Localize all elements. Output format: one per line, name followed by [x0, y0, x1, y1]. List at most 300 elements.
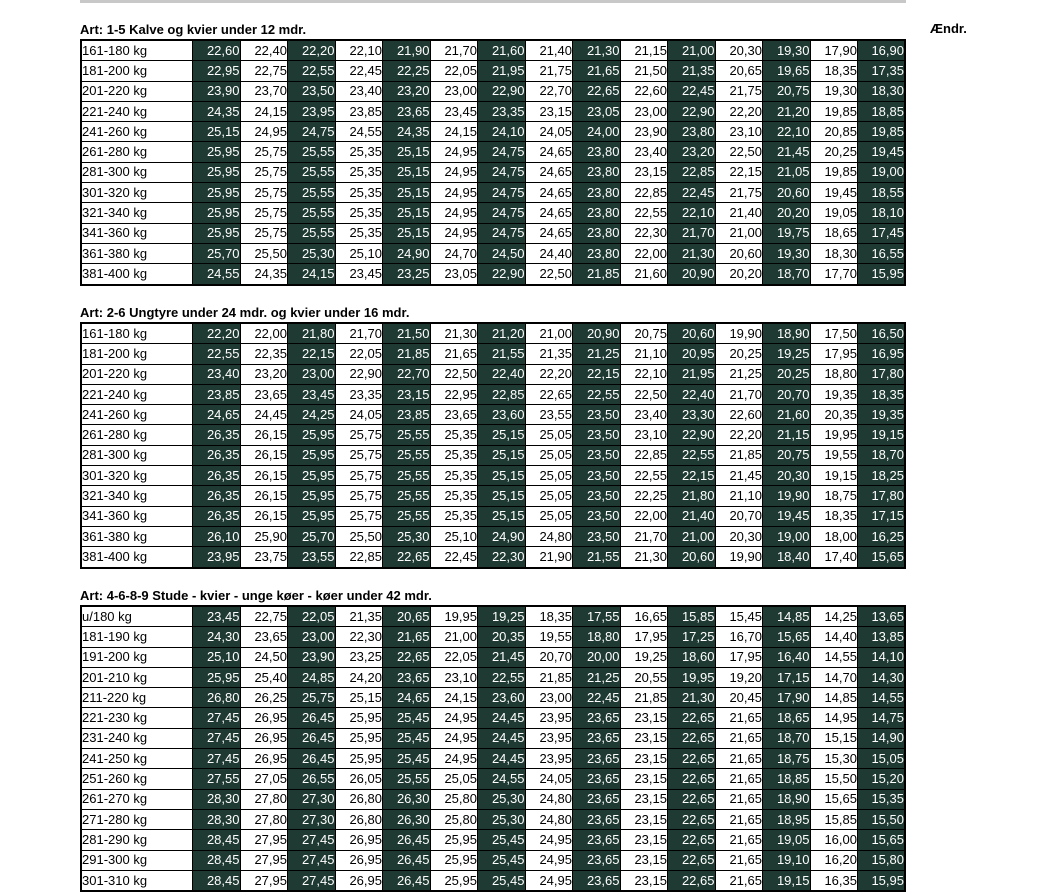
price-cell: 25,35: [430, 466, 478, 486]
price-cell: 22,05: [430, 61, 478, 81]
price-cell: 21,25: [573, 667, 621, 687]
table-row: [81, 323, 905, 344]
price-cell: 23,00: [288, 364, 336, 384]
price-cell: 18,35: [858, 384, 906, 404]
price-cell: 26,35: [193, 445, 241, 465]
table-row: [81, 223, 905, 243]
table-row: [81, 870, 905, 891]
price-cell: 21,65: [715, 809, 763, 829]
price-cell: 14,25: [810, 606, 858, 627]
weight-class-cell: 201-210 kg: [81, 667, 193, 687]
price-cell: 25,95: [193, 142, 241, 162]
price-cell: 24,75: [478, 162, 526, 182]
price-cell: 22,30: [335, 627, 383, 647]
weight-class-cell: 321-340 kg: [81, 486, 193, 506]
price-cell: 19,45: [858, 142, 906, 162]
price-cell: 23,15: [620, 162, 668, 182]
weight-class-cell: u/180 kg: [81, 606, 193, 627]
price-cell: 23,15: [620, 830, 668, 850]
price-cell: 25,75: [335, 506, 383, 526]
price-cell: 25,95: [335, 708, 383, 728]
price-cell: 25,15: [383, 162, 431, 182]
price-cell: 22,90: [335, 364, 383, 384]
price-cell: 15,35: [858, 789, 906, 809]
weight-class-cell: 301-320 kg: [81, 183, 193, 203]
price-cell: 26,15: [240, 445, 288, 465]
price-cell: 22,60: [193, 40, 241, 61]
price-cell: 24,80: [525, 809, 573, 829]
change-column-header: Ændr.: [930, 21, 967, 36]
price-cell: 25,15: [383, 223, 431, 243]
price-cell: 16,35: [810, 870, 858, 891]
price-cell: 23,90: [620, 122, 668, 142]
price-cell: 24,40: [525, 243, 573, 263]
price-cell: 20,70: [715, 506, 763, 526]
price-cell: 19,00: [763, 526, 811, 546]
price-cell: 21,40: [525, 40, 573, 61]
price-cell: 23,35: [478, 101, 526, 121]
price-cell: 22,35: [240, 344, 288, 364]
price-cell: 21,00: [525, 323, 573, 344]
table-row: [81, 142, 905, 162]
price-cell: 25,95: [288, 466, 336, 486]
price-cell: 23,65: [383, 101, 431, 121]
table-row: [81, 547, 905, 568]
weight-class-cell: 301-320 kg: [81, 466, 193, 486]
price-cell: 25,15: [335, 688, 383, 708]
table-row: [81, 850, 905, 870]
price-cell: 22,95: [193, 61, 241, 81]
price-cell: 23,65: [573, 850, 621, 870]
price-cell: 18,65: [763, 708, 811, 728]
price-cell: 25,55: [383, 445, 431, 465]
table-row: [81, 40, 905, 61]
price-cell: 23,65: [383, 667, 431, 687]
price-cell: 26,35: [193, 425, 241, 445]
table-row: [81, 789, 905, 809]
table-row: [81, 364, 905, 384]
price-cell: 18,35: [810, 506, 858, 526]
price-cell: 20,65: [383, 606, 431, 627]
price-cell: 23,95: [525, 728, 573, 748]
table-row: [81, 344, 905, 364]
price-cell: 21,65: [715, 728, 763, 748]
price-cell: 19,35: [810, 384, 858, 404]
price-cell: 19,10: [763, 850, 811, 870]
price-cell: 21,70: [430, 40, 478, 61]
price-cell: 26,15: [240, 486, 288, 506]
price-cell: 22,45: [668, 81, 716, 101]
price-cell: 24,15: [288, 264, 336, 285]
price-cell: 25,95: [430, 870, 478, 891]
price-cell: 19,30: [763, 243, 811, 263]
price-cell: 14,55: [810, 647, 858, 667]
price-cell: 22,00: [240, 323, 288, 344]
weight-class-cell: 221-240 kg: [81, 384, 193, 404]
price-cell: 22,85: [620, 183, 668, 203]
weight-class-cell: 221-230 kg: [81, 708, 193, 728]
weight-class-cell: 321-340 kg: [81, 203, 193, 223]
price-cell: 20,75: [763, 81, 811, 101]
price-cell: 25,55: [383, 486, 431, 506]
price-cell: 22,55: [288, 61, 336, 81]
price-cell: 22,90: [478, 264, 526, 285]
price-cell: 22,95: [430, 384, 478, 404]
price-cell: 25,95: [288, 486, 336, 506]
price-cell: 21,30: [573, 40, 621, 61]
price-cell: 21,60: [478, 40, 526, 61]
price-cell: 15,65: [858, 830, 906, 850]
price-cell: 20,90: [668, 264, 716, 285]
section-title: Art: 2-6 Ungtyre under 24 mdr. og kvier under 16 mdr.: [80, 305, 410, 320]
price-cell: 22,65: [383, 547, 431, 568]
price-cell: 13,85: [858, 627, 906, 647]
price-cell: 19,20: [715, 667, 763, 687]
price-cell: 25,75: [240, 183, 288, 203]
price-cell: 19,90: [715, 323, 763, 344]
price-cell: 17,15: [858, 506, 906, 526]
price-cell: 21,15: [620, 40, 668, 61]
price-cell: 22,00: [620, 243, 668, 263]
price-cell: 20,95: [668, 344, 716, 364]
price-cell: 16,65: [620, 606, 668, 627]
price-cell: 25,75: [335, 486, 383, 506]
price-cell: 24,75: [478, 142, 526, 162]
price-cell: 28,30: [193, 809, 241, 829]
price-cell: 25,70: [193, 243, 241, 263]
price-cell: 20,35: [810, 405, 858, 425]
price-table: [80, 605, 906, 892]
price-cell: 23,90: [193, 81, 241, 101]
price-cell: 26,10: [193, 526, 241, 546]
price-cell: 23,05: [573, 101, 621, 121]
price-cell: 17,90: [810, 40, 858, 61]
price-cell: 20,30: [715, 526, 763, 546]
price-cell: 25,35: [430, 506, 478, 526]
price-cell: 18,75: [763, 749, 811, 769]
price-cell: 22,85: [620, 445, 668, 465]
price-cell: 24,70: [430, 243, 478, 263]
price-cell: 21,95: [668, 364, 716, 384]
price-cell: 23,15: [620, 870, 668, 891]
price-cell: 24,90: [383, 243, 431, 263]
weight-class-cell: 271-280 kg: [81, 809, 193, 829]
price-cell: 22,65: [668, 830, 716, 850]
price-cell: 20,00: [573, 647, 621, 667]
price-cell: 14,95: [810, 708, 858, 728]
table-row: [81, 122, 905, 142]
price-cell: 26,15: [240, 425, 288, 445]
price-cell: 23,45: [193, 606, 241, 627]
price-cell: 22,65: [668, 870, 716, 891]
price-cell: 15,50: [858, 809, 906, 829]
price-cell: 20,30: [763, 466, 811, 486]
weight-class-cell: 281-290 kg: [81, 830, 193, 850]
price-cell: 16,00: [810, 830, 858, 850]
price-cell: 22,40: [240, 40, 288, 61]
price-cell: 25,45: [478, 870, 526, 891]
price-table: [80, 322, 906, 569]
price-section-calves: [80, 22, 906, 286]
price-cell: 22,05: [288, 606, 336, 627]
price-cell: 21,70: [620, 526, 668, 546]
price-cell: 23,80: [573, 223, 621, 243]
price-cell: 24,85: [288, 667, 336, 687]
price-cell: 24,05: [335, 405, 383, 425]
price-cell: 17,95: [810, 344, 858, 364]
price-cell: 23,50: [573, 486, 621, 506]
table-row: [81, 445, 905, 465]
price-cell: 24,95: [430, 223, 478, 243]
price-cell: 25,75: [335, 466, 383, 486]
weight-class-cell: 341-360 kg: [81, 223, 193, 243]
price-cell: 25,55: [383, 769, 431, 789]
price-cell: 24,95: [430, 728, 478, 748]
price-cell: 23,95: [525, 749, 573, 769]
weight-class-cell: 191-200 kg: [81, 647, 193, 667]
price-cell: 23,85: [383, 405, 431, 425]
price-cell: 23,20: [240, 364, 288, 384]
price-cell: 17,95: [620, 627, 668, 647]
price-cell: 23,50: [573, 466, 621, 486]
table-row: [81, 708, 905, 728]
price-cell: 22,10: [620, 364, 668, 384]
price-cell: 21,65: [715, 769, 763, 789]
price-cell: 25,15: [383, 142, 431, 162]
table-row: [81, 101, 905, 121]
price-cell: 23,65: [573, 789, 621, 809]
price-cell: 24,65: [525, 203, 573, 223]
table-row: [81, 688, 905, 708]
price-cell: 23,20: [383, 81, 431, 101]
price-cell: 25,30: [478, 809, 526, 829]
price-cell: 15,20: [858, 769, 906, 789]
weight-class-cell: 211-220 kg: [81, 688, 193, 708]
price-cell: 25,75: [240, 223, 288, 243]
price-cell: 24,65: [525, 183, 573, 203]
price-cell: 22,65: [668, 809, 716, 829]
price-cell: 14,10: [858, 647, 906, 667]
price-cell: 25,10: [430, 526, 478, 546]
price-cell: 23,80: [573, 142, 621, 162]
price-cell: 25,55: [383, 506, 431, 526]
price-cell: 22,55: [668, 445, 716, 465]
price-cell: 17,55: [573, 606, 621, 627]
price-cell: 23,65: [240, 627, 288, 647]
price-cell: 24,10: [478, 122, 526, 142]
price-cell: 18,00: [810, 526, 858, 546]
price-cell: 25,35: [430, 445, 478, 465]
price-cell: 22,05: [335, 344, 383, 364]
price-cell: 17,70: [810, 264, 858, 285]
price-cell: 24,65: [193, 405, 241, 425]
price-cell: 23,05: [430, 264, 478, 285]
price-cell: 23,55: [525, 405, 573, 425]
table-row: [81, 384, 905, 404]
price-cell: 23,25: [383, 264, 431, 285]
price-cell: 21,70: [668, 223, 716, 243]
price-cell: 26,45: [383, 830, 431, 850]
price-cell: 22,10: [763, 122, 811, 142]
price-cell: 18,35: [810, 61, 858, 81]
price-cell: 14,85: [810, 688, 858, 708]
price-cell: 28,45: [193, 850, 241, 870]
price-cell: 16,90: [858, 40, 906, 61]
price-cell: 23,15: [620, 809, 668, 829]
price-cell: 24,95: [430, 749, 478, 769]
price-cell: 21,10: [620, 344, 668, 364]
price-cell: 27,30: [288, 809, 336, 829]
price-cell: 19,85: [858, 122, 906, 142]
weight-class-cell: 221-240 kg: [81, 101, 193, 121]
price-cell: 25,70: [288, 526, 336, 546]
price-cell: 21,65: [715, 830, 763, 850]
price-cell: 22,00: [620, 506, 668, 526]
price-cell: 19,85: [810, 162, 858, 182]
price-cell: 21,65: [715, 789, 763, 809]
price-cell: 22,15: [573, 364, 621, 384]
price-cell: 23,40: [193, 364, 241, 384]
price-cell: 21,50: [383, 323, 431, 344]
price-cell: 16,50: [858, 323, 906, 344]
price-cell: 16,20: [810, 850, 858, 870]
price-cell: 25,35: [335, 142, 383, 162]
price-cell: 25,35: [335, 162, 383, 182]
table-row: [81, 606, 905, 627]
price-cell: 19,00: [858, 162, 906, 182]
price-cell: 23,25: [335, 647, 383, 667]
price-cell: 21,25: [573, 344, 621, 364]
price-cell: 24,45: [478, 728, 526, 748]
weight-class-cell: 361-380 kg: [81, 243, 193, 263]
price-cell: 22,05: [430, 647, 478, 667]
weight-class-cell: 341-360 kg: [81, 506, 193, 526]
price-cell: 23,50: [573, 526, 621, 546]
weight-class-cell: 301-310 kg: [81, 870, 193, 891]
table-row: [81, 647, 905, 667]
price-cell: 21,75: [525, 61, 573, 81]
price-cell: 23,00: [430, 81, 478, 101]
weight-class-cell: 361-380 kg: [81, 526, 193, 546]
price-cell: 15,95: [858, 264, 906, 285]
weight-class-cell: 241-260 kg: [81, 122, 193, 142]
price-cell: 22,55: [478, 667, 526, 687]
price-cell: 24,65: [383, 688, 431, 708]
price-cell: 23,80: [573, 203, 621, 223]
price-cell: 21,85: [525, 667, 573, 687]
price-cell: 20,20: [715, 264, 763, 285]
price-cell: 25,75: [240, 203, 288, 223]
price-cell: 27,80: [240, 789, 288, 809]
weight-class-cell: 181-200 kg: [81, 61, 193, 81]
price-cell: 14,30: [858, 667, 906, 687]
price-cell: 22,10: [668, 203, 716, 223]
price-cell: 18,95: [763, 809, 811, 829]
price-cell: 26,95: [335, 830, 383, 850]
price-cell: 23,15: [620, 708, 668, 728]
price-cell: 23,35: [335, 384, 383, 404]
price-cell: 22,10: [335, 40, 383, 61]
table-row: [81, 809, 905, 829]
price-cell: 20,60: [715, 243, 763, 263]
price-cell: 17,40: [810, 547, 858, 568]
price-cell: 18,60: [668, 647, 716, 667]
price-cell: 23,60: [478, 405, 526, 425]
price-cell: 21,00: [715, 223, 763, 243]
table-row: [81, 466, 905, 486]
price-cell: 25,55: [288, 142, 336, 162]
price-cell: 25,90: [240, 526, 288, 546]
price-cell: 25,45: [478, 830, 526, 850]
price-cell: 21,65: [430, 344, 478, 364]
price-cell: 22,65: [573, 81, 621, 101]
price-cell: 22,50: [430, 364, 478, 384]
price-cell: 19,25: [478, 606, 526, 627]
price-cell: 15,85: [668, 606, 716, 627]
price-cell: 23,50: [573, 425, 621, 445]
price-cell: 22,25: [383, 61, 431, 81]
price-cell: 25,95: [430, 830, 478, 850]
price-cell: 24,75: [288, 122, 336, 142]
price-cell: 23,40: [620, 142, 668, 162]
price-cell: 19,95: [430, 606, 478, 627]
price-cell: 24,80: [525, 789, 573, 809]
price-cell: 23,40: [620, 405, 668, 425]
price-cell: 15,65: [763, 627, 811, 647]
price-cell: 23,10: [620, 425, 668, 445]
price-cell: 21,85: [715, 445, 763, 465]
price-cell: 24,65: [525, 142, 573, 162]
price-cell: 23,15: [620, 728, 668, 748]
price-cell: 20,75: [763, 445, 811, 465]
price-cell: 25,15: [383, 183, 431, 203]
weight-class-cell: 231-240 kg: [81, 728, 193, 748]
price-cell: 22,45: [668, 183, 716, 203]
price-cell: 26,95: [240, 708, 288, 728]
price-cell: 23,65: [573, 728, 621, 748]
weight-class-cell: 161-180 kg: [81, 40, 193, 61]
price-cell: 23,50: [573, 445, 621, 465]
price-cell: 22,65: [668, 850, 716, 870]
price-cell: 19,25: [620, 647, 668, 667]
price-cell: 26,35: [193, 506, 241, 526]
price-cell: 21,40: [668, 506, 716, 526]
weight-class-cell: 201-220 kg: [81, 364, 193, 384]
price-cell: 21,05: [763, 162, 811, 182]
price-cell: 24,55: [193, 264, 241, 285]
price-cell: 25,95: [193, 667, 241, 687]
table-row: [81, 405, 905, 425]
price-section-steers-cows: [80, 588, 906, 892]
price-cell: 24,45: [478, 749, 526, 769]
price-cell: 20,25: [810, 142, 858, 162]
price-cell: 16,95: [858, 344, 906, 364]
price-cell: 18,70: [763, 728, 811, 748]
price-cell: 19,75: [763, 223, 811, 243]
price-cell: 17,45: [858, 223, 906, 243]
price-cell: 21,75: [715, 81, 763, 101]
price-cell: 14,70: [810, 667, 858, 687]
price-cell: 18,10: [858, 203, 906, 223]
price-cell: 22,55: [193, 344, 241, 364]
price-cell: 25,05: [525, 445, 573, 465]
price-cell: 21,45: [763, 142, 811, 162]
price-cell: 24,50: [240, 647, 288, 667]
table-row: [81, 81, 905, 101]
price-cell: 20,90: [573, 323, 621, 344]
table-row: [81, 506, 905, 526]
price-cell: 25,15: [193, 122, 241, 142]
